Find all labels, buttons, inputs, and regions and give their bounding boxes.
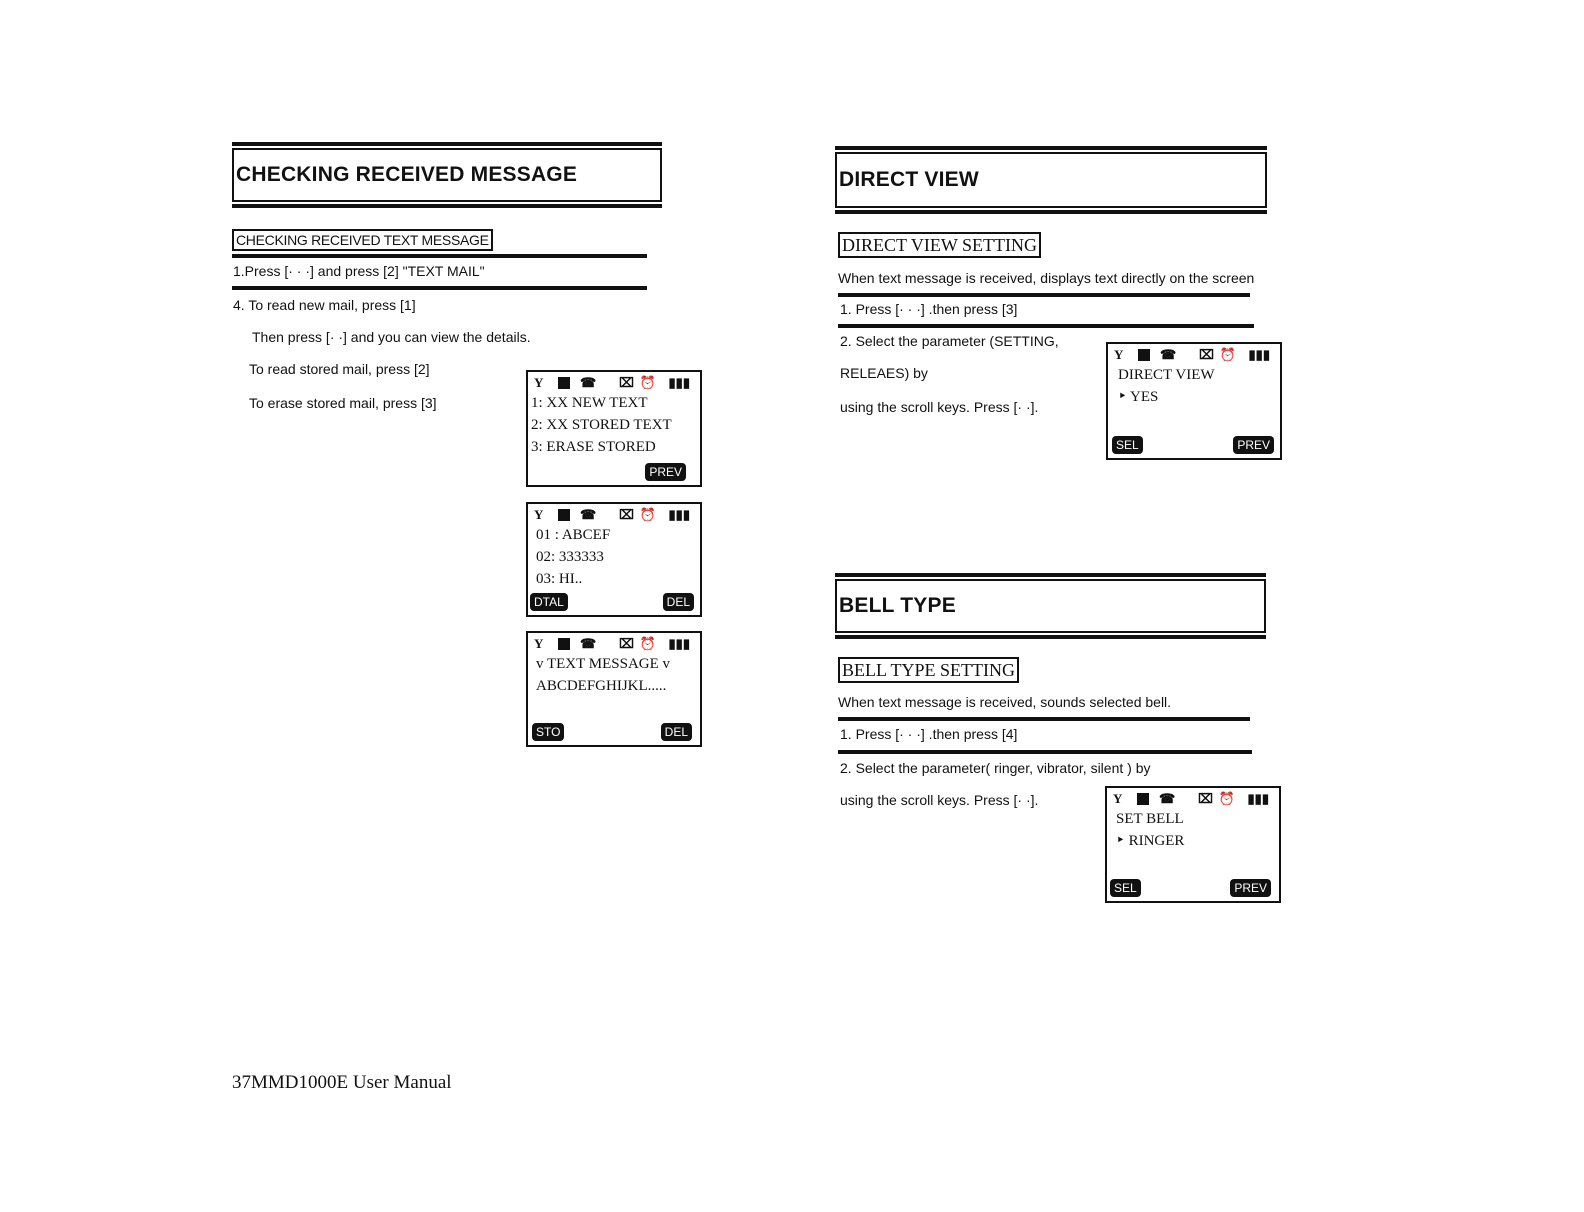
- sms-icon: [558, 638, 570, 650]
- header-rule-bottom: [232, 204, 662, 208]
- sms-icon: [558, 509, 570, 521]
- rule: [838, 293, 1250, 297]
- header-rule-top: [835, 146, 1267, 150]
- phone-screen-bell-type: [1105, 786, 1281, 903]
- step-2-cont: RELEAES) by: [840, 365, 928, 381]
- battery-icon: ▮▮▮: [668, 507, 690, 522]
- header-rule-top: [232, 142, 662, 146]
- phone-icon: ☎: [580, 375, 597, 390]
- then-text: Then press [· ·] and you can view the details.: [252, 329, 531, 345]
- step-1: 1. Press [· · ·] .then press [4]: [840, 726, 1018, 742]
- step-4: 4. To read new mail, press [1]: [233, 297, 416, 313]
- select-softkey: SEL: [1110, 879, 1141, 897]
- signal-icon: Y: [534, 636, 544, 651]
- signal-icon: Y: [534, 507, 544, 522]
- rule: [838, 324, 1254, 328]
- screen-line: ABCDEFGHIJKL.....: [536, 678, 667, 694]
- header-rule-bottom: [835, 635, 1266, 639]
- phone-screen-direct-view: [1106, 342, 1282, 460]
- status-bar: [532, 506, 694, 524]
- screen-line: 2: XX STORED TEXT: [531, 417, 672, 433]
- phone-screen-text-message: [526, 631, 702, 747]
- sms-icon: [1137, 793, 1149, 805]
- mail-icon: ⌧: [619, 507, 634, 522]
- section-title: BELL TYPE: [839, 594, 956, 617]
- mail-icon: ⌧: [619, 375, 634, 390]
- rule: [232, 254, 647, 258]
- section-header-direct-view: [835, 152, 1267, 208]
- prev-softkey: PREV: [1230, 879, 1271, 897]
- alarm-icon: ⏰: [639, 375, 656, 390]
- battery-icon: ▮▮▮: [668, 636, 690, 651]
- mail-icon: ⌧: [619, 636, 634, 651]
- screen-line: v TEXT MESSAGE v: [536, 656, 671, 672]
- phone-icon: ☎: [580, 636, 597, 651]
- subsection-title: CHECKING RECEIVED TEXT MESSAGE: [232, 229, 493, 251]
- alarm-icon: ⏰: [639, 636, 656, 651]
- screen-line: 03: HI..: [536, 571, 583, 587]
- select-softkey: SEL: [1112, 436, 1143, 454]
- footer-manual-name: 37MMD1000E User Manual: [232, 1072, 452, 1093]
- store-softkey: STO: [532, 723, 564, 741]
- description: When text message is received, displays text directly on the screen: [838, 270, 1255, 286]
- rule: [838, 750, 1252, 754]
- battery-icon: ▮▮▮: [1247, 791, 1269, 806]
- phone-screen-stored-list: [526, 502, 702, 617]
- detail-softkey: DTAL: [530, 593, 568, 611]
- alarm-icon: ⏰: [1219, 347, 1236, 362]
- section-title: CHECKING RECEIVED MESSAGE: [236, 163, 578, 186]
- status-bar: [1112, 346, 1274, 364]
- alarm-icon: ⏰: [1218, 791, 1235, 806]
- screen-line: 1: XX NEW TEXT: [531, 395, 648, 411]
- sms-icon: [558, 377, 570, 389]
- screen-line: ‣ RINGER: [1116, 833, 1185, 849]
- step-1: 1.Press [· · ·] and press [2] "TEXT MAIL": [233, 263, 485, 279]
- phone-icon: ☎: [1159, 791, 1176, 806]
- signal-icon: Y: [1114, 347, 1124, 362]
- step-2-cont: using the scroll keys. Press [· ·].: [840, 792, 1039, 808]
- step-2: 2. Select the parameter( ringer, vibrator, silent ) by: [840, 760, 1151, 776]
- battery-icon: ▮▮▮: [668, 375, 690, 390]
- status-bar: [1111, 790, 1273, 808]
- subsection-title: BELL TYPE SETTING: [838, 657, 1019, 683]
- phone-icon: ☎: [1160, 347, 1177, 362]
- sms-icon: [1138, 349, 1150, 361]
- screen-line: 3: ERASE STORED: [531, 439, 656, 455]
- delete-softkey: DEL: [661, 723, 692, 741]
- header-rule-top: [835, 573, 1266, 577]
- prev-softkey: PREV: [1233, 436, 1274, 454]
- screen-line: 02: 333333: [536, 549, 604, 565]
- phone-screen-mail-menu: [526, 370, 702, 487]
- section-header-bell-type: [835, 579, 1266, 633]
- section-header-checking-received-message: [232, 148, 662, 202]
- screen-line: SET BELL: [1116, 811, 1184, 827]
- status-bar: [532, 374, 694, 392]
- step-2-cont: using the scroll keys. Press [· ·].: [840, 399, 1039, 415]
- phone-icon: ☎: [580, 507, 597, 522]
- signal-icon: Y: [534, 375, 544, 390]
- description: When text message is received, sounds selected bell.: [838, 694, 1172, 710]
- header-rule-bottom: [835, 210, 1267, 214]
- read-stored-text: To read stored mail, press [2]: [249, 361, 430, 377]
- delete-softkey: DEL: [663, 593, 694, 611]
- section-title: DIRECT VIEW: [839, 168, 979, 191]
- rule: [232, 286, 647, 290]
- alarm-icon: ⏰: [639, 507, 656, 522]
- screen-line: 01 : ABCEF: [536, 527, 611, 543]
- screen-line: DIRECT VIEW: [1118, 367, 1215, 383]
- prev-softkey: PREV: [645, 463, 686, 481]
- rule: [838, 717, 1250, 721]
- screen-line: ‣ YES: [1118, 389, 1159, 405]
- status-bar: [532, 635, 694, 653]
- signal-icon: Y: [1113, 791, 1123, 806]
- mail-icon: ⌧: [1198, 791, 1213, 806]
- step-1: 1. Press [· · ·] .then press [3]: [840, 301, 1018, 317]
- battery-icon: ▮▮▮: [1248, 347, 1270, 362]
- step-2: 2. Select the parameter (SETTING,: [840, 333, 1059, 349]
- mail-icon: ⌧: [1199, 347, 1214, 362]
- erase-stored-text: To erase stored mail, press [3]: [249, 395, 437, 411]
- subsection-title: DIRECT VIEW SETTING: [838, 232, 1041, 258]
